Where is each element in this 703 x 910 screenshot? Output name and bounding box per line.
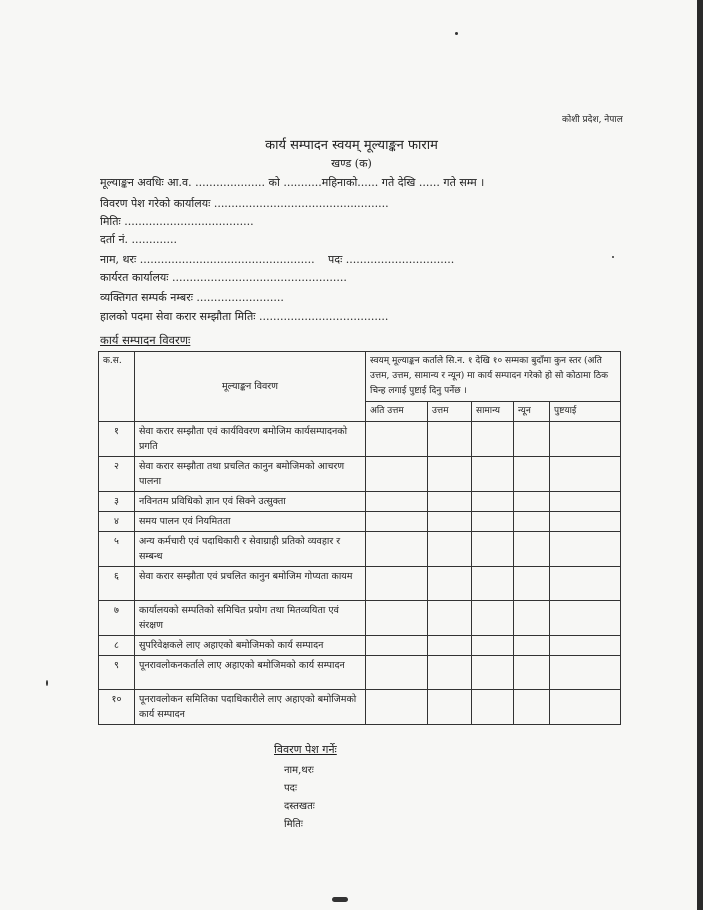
submitter-date-field[interactable]: मितिः bbox=[284, 819, 303, 830]
row-sn: २ bbox=[99, 457, 135, 492]
scan-smudge bbox=[332, 897, 348, 902]
rating-header-excellent: अति उत्तम bbox=[366, 402, 428, 422]
performance-table bbox=[98, 351, 621, 725]
rating-cell[interactable] bbox=[428, 636, 472, 656]
table-row bbox=[99, 532, 621, 567]
justification-cell[interactable] bbox=[550, 492, 621, 512]
rating-cell[interactable] bbox=[428, 422, 472, 457]
scan-speck bbox=[455, 32, 458, 35]
table-row bbox=[99, 422, 621, 457]
justification-cell[interactable] bbox=[550, 601, 621, 636]
rating-cell[interactable] bbox=[366, 532, 428, 567]
rating-cell[interactable] bbox=[472, 567, 514, 601]
personal-contact-field[interactable]: व्यक्तिगत सम्पर्क नम्बरः ......................... bbox=[100, 291, 284, 304]
table-row bbox=[99, 636, 621, 656]
rating-cell[interactable] bbox=[366, 457, 428, 492]
agreement-date-field[interactable]: हालको पदमा सेवा करार सम्झौता मितिः ..................................... bbox=[100, 310, 389, 323]
rating-cell[interactable] bbox=[428, 457, 472, 492]
rating-cell[interactable] bbox=[514, 492, 550, 512]
rating-cell[interactable] bbox=[514, 422, 550, 457]
rating-cell[interactable] bbox=[472, 457, 514, 492]
rating-cell[interactable] bbox=[514, 636, 550, 656]
rating-cell[interactable] bbox=[366, 422, 428, 457]
scan-speck bbox=[612, 256, 614, 258]
row-detail: सेवा करार सम्झौता तथा प्रचलित कानुन बमोजिमको आचरण पालना bbox=[135, 457, 366, 492]
form-section: खण्ड (क) bbox=[331, 157, 372, 170]
table-row bbox=[99, 457, 621, 492]
rating-cell[interactable] bbox=[514, 512, 550, 532]
submitting-office-field[interactable]: विवरण पेश गरेको कार्यालयः .................................................. bbox=[100, 197, 389, 210]
row-sn: ६ bbox=[99, 567, 135, 601]
rating-cell[interactable] bbox=[514, 532, 550, 567]
table-row bbox=[99, 492, 621, 512]
row-detail: अन्य कर्मचारी एवं पदाधिकारी र सेवाग्राही प्रतिको व्यवहार र सम्बन्ध bbox=[135, 532, 366, 567]
table-row bbox=[99, 567, 621, 601]
table-row bbox=[99, 512, 621, 532]
submitter-post-field[interactable]: पदः bbox=[284, 783, 298, 794]
rating-cell[interactable] bbox=[366, 567, 428, 601]
rating-cell[interactable] bbox=[514, 690, 550, 725]
row-detail: समय पालन एवं नियमितता bbox=[135, 512, 366, 532]
rating-cell[interactable] bbox=[366, 601, 428, 636]
rating-cell[interactable] bbox=[472, 656, 514, 690]
row-sn: ५ bbox=[99, 532, 135, 567]
row-detail: सेवा करार सम्झौता एवं प्रचलित कानुन बमोजिम गोप्यता कायम bbox=[135, 567, 366, 601]
evaluation-period-field[interactable]: मूल्याङ्कन अवधिः आ.व. .................... को ...........महिनाको...... गते देखि ...... गते सम्म । bbox=[100, 176, 485, 189]
current-office-field[interactable]: कार्यरत कार्यालयः .................................................. bbox=[100, 271, 347, 284]
justification-cell[interactable] bbox=[550, 532, 621, 567]
performance-heading: कार्य सम्पादन विवरणः bbox=[100, 333, 191, 347]
registration-no-field[interactable]: दर्ता नं. ............. bbox=[100, 233, 178, 246]
justification-cell[interactable] bbox=[550, 690, 621, 725]
column-header-detail: मूल्याङ्कन विवरण bbox=[135, 352, 366, 422]
form-title: कार्य सम्पादन स्वयम् मूल्याङ्कन फाराम bbox=[265, 138, 438, 153]
row-sn: ७ bbox=[99, 601, 135, 636]
row-sn: ३ bbox=[99, 492, 135, 512]
rating-header-average: सामान्य bbox=[472, 402, 514, 422]
row-sn: ४ bbox=[99, 512, 135, 532]
rating-cell[interactable] bbox=[366, 512, 428, 532]
table-row bbox=[99, 601, 621, 636]
name-field[interactable]: नाम, थरः .................................................. bbox=[100, 253, 315, 266]
row-sn: ८ bbox=[99, 636, 135, 656]
rating-cell[interactable] bbox=[428, 492, 472, 512]
rating-cell[interactable] bbox=[514, 656, 550, 690]
justification-cell[interactable] bbox=[550, 422, 621, 457]
rating-cell[interactable] bbox=[472, 601, 514, 636]
rating-cell[interactable] bbox=[428, 512, 472, 532]
scan-speck bbox=[46, 680, 48, 686]
rating-header-good: उत्तम bbox=[428, 402, 472, 422]
rating-header-low: न्यून bbox=[514, 402, 550, 422]
justification-cell[interactable] bbox=[550, 567, 621, 601]
rating-cell[interactable] bbox=[514, 567, 550, 601]
row-sn: १ bbox=[99, 422, 135, 457]
row-detail: सुपरिवेक्षकले लाए अहाएको बमोजिमको कार्य सम्पादन bbox=[135, 636, 366, 656]
rating-cell[interactable] bbox=[472, 492, 514, 512]
row-detail: सेवा करार सम्झौता एवं कार्यविवरण बमोजिम कार्यसम्पादनको प्रगति bbox=[135, 422, 366, 457]
justification-cell[interactable] bbox=[550, 636, 621, 656]
rating-cell[interactable] bbox=[514, 457, 550, 492]
column-header-sn: क.स. bbox=[99, 352, 135, 422]
submitter-signature-field[interactable]: दस्तखतः bbox=[284, 801, 315, 812]
rating-cell[interactable] bbox=[514, 601, 550, 636]
row-sn: १० bbox=[99, 690, 135, 725]
row-detail: कार्यालयको सम्पतिको समिचित प्रयोग तथा मितव्ययिता एवं संरक्षण bbox=[135, 601, 366, 636]
rating-cell[interactable] bbox=[366, 636, 428, 656]
rating-cell[interactable] bbox=[366, 656, 428, 690]
rating-cell[interactable] bbox=[472, 512, 514, 532]
justification-cell[interactable] bbox=[550, 457, 621, 492]
office-address: कोशी प्रदेश, नेपाल bbox=[562, 115, 623, 125]
submitter-name-field[interactable]: नाम,थरः bbox=[284, 765, 314, 776]
rating-cell[interactable] bbox=[472, 532, 514, 567]
rating-cell[interactable] bbox=[428, 567, 472, 601]
rating-cell[interactable] bbox=[366, 690, 428, 725]
rating-cell[interactable] bbox=[472, 636, 514, 656]
rating-cell[interactable] bbox=[472, 422, 514, 457]
post-field[interactable]: पदः ............................... bbox=[328, 253, 455, 266]
rating-header-justification: पुष्टयाई bbox=[550, 402, 621, 422]
rating-cell[interactable] bbox=[428, 601, 472, 636]
row-detail: पूनरावलोकनकर्ताले लाए अहाएको बमोजिमको कार्य सम्पादन bbox=[135, 656, 366, 690]
rating-cell[interactable] bbox=[428, 656, 472, 690]
justification-cell[interactable] bbox=[550, 512, 621, 532]
table-row bbox=[99, 656, 621, 690]
instruction-note: स्वयम् मूल्याङ्कन कर्ताले सि.न. १ देखि १० सम्मका बुदाँमा कुन स्तर (अति उत्तम, उत्तम, सामान्य र न्यून) मा कार्य सम्पादन गरेको हो सो कोठामा ठिक चिन्ह लगाई पुष्टाई दिनु पर्नेछ । bbox=[366, 352, 621, 402]
submitter-heading: विवरण पेश गर्नेः bbox=[274, 743, 337, 756]
date-field[interactable]: मितिः ..................................... bbox=[100, 215, 254, 228]
rating-cell[interactable] bbox=[428, 690, 472, 725]
rating-cell[interactable] bbox=[366, 492, 428, 512]
rating-cell[interactable] bbox=[428, 532, 472, 567]
justification-cell[interactable] bbox=[550, 656, 621, 690]
row-detail: नविनतम प्रविधिको ज्ञान एवं सिक्ने उत्सुक्ता bbox=[135, 492, 366, 512]
table-row bbox=[99, 690, 621, 725]
row-detail: पूनरावलोकन समितिका पदाधिकारीले लाए अहाएको बमोजिमको कार्य सम्पादन bbox=[135, 690, 366, 725]
row-sn: ९ bbox=[99, 656, 135, 690]
rating-cell[interactable] bbox=[472, 690, 514, 725]
